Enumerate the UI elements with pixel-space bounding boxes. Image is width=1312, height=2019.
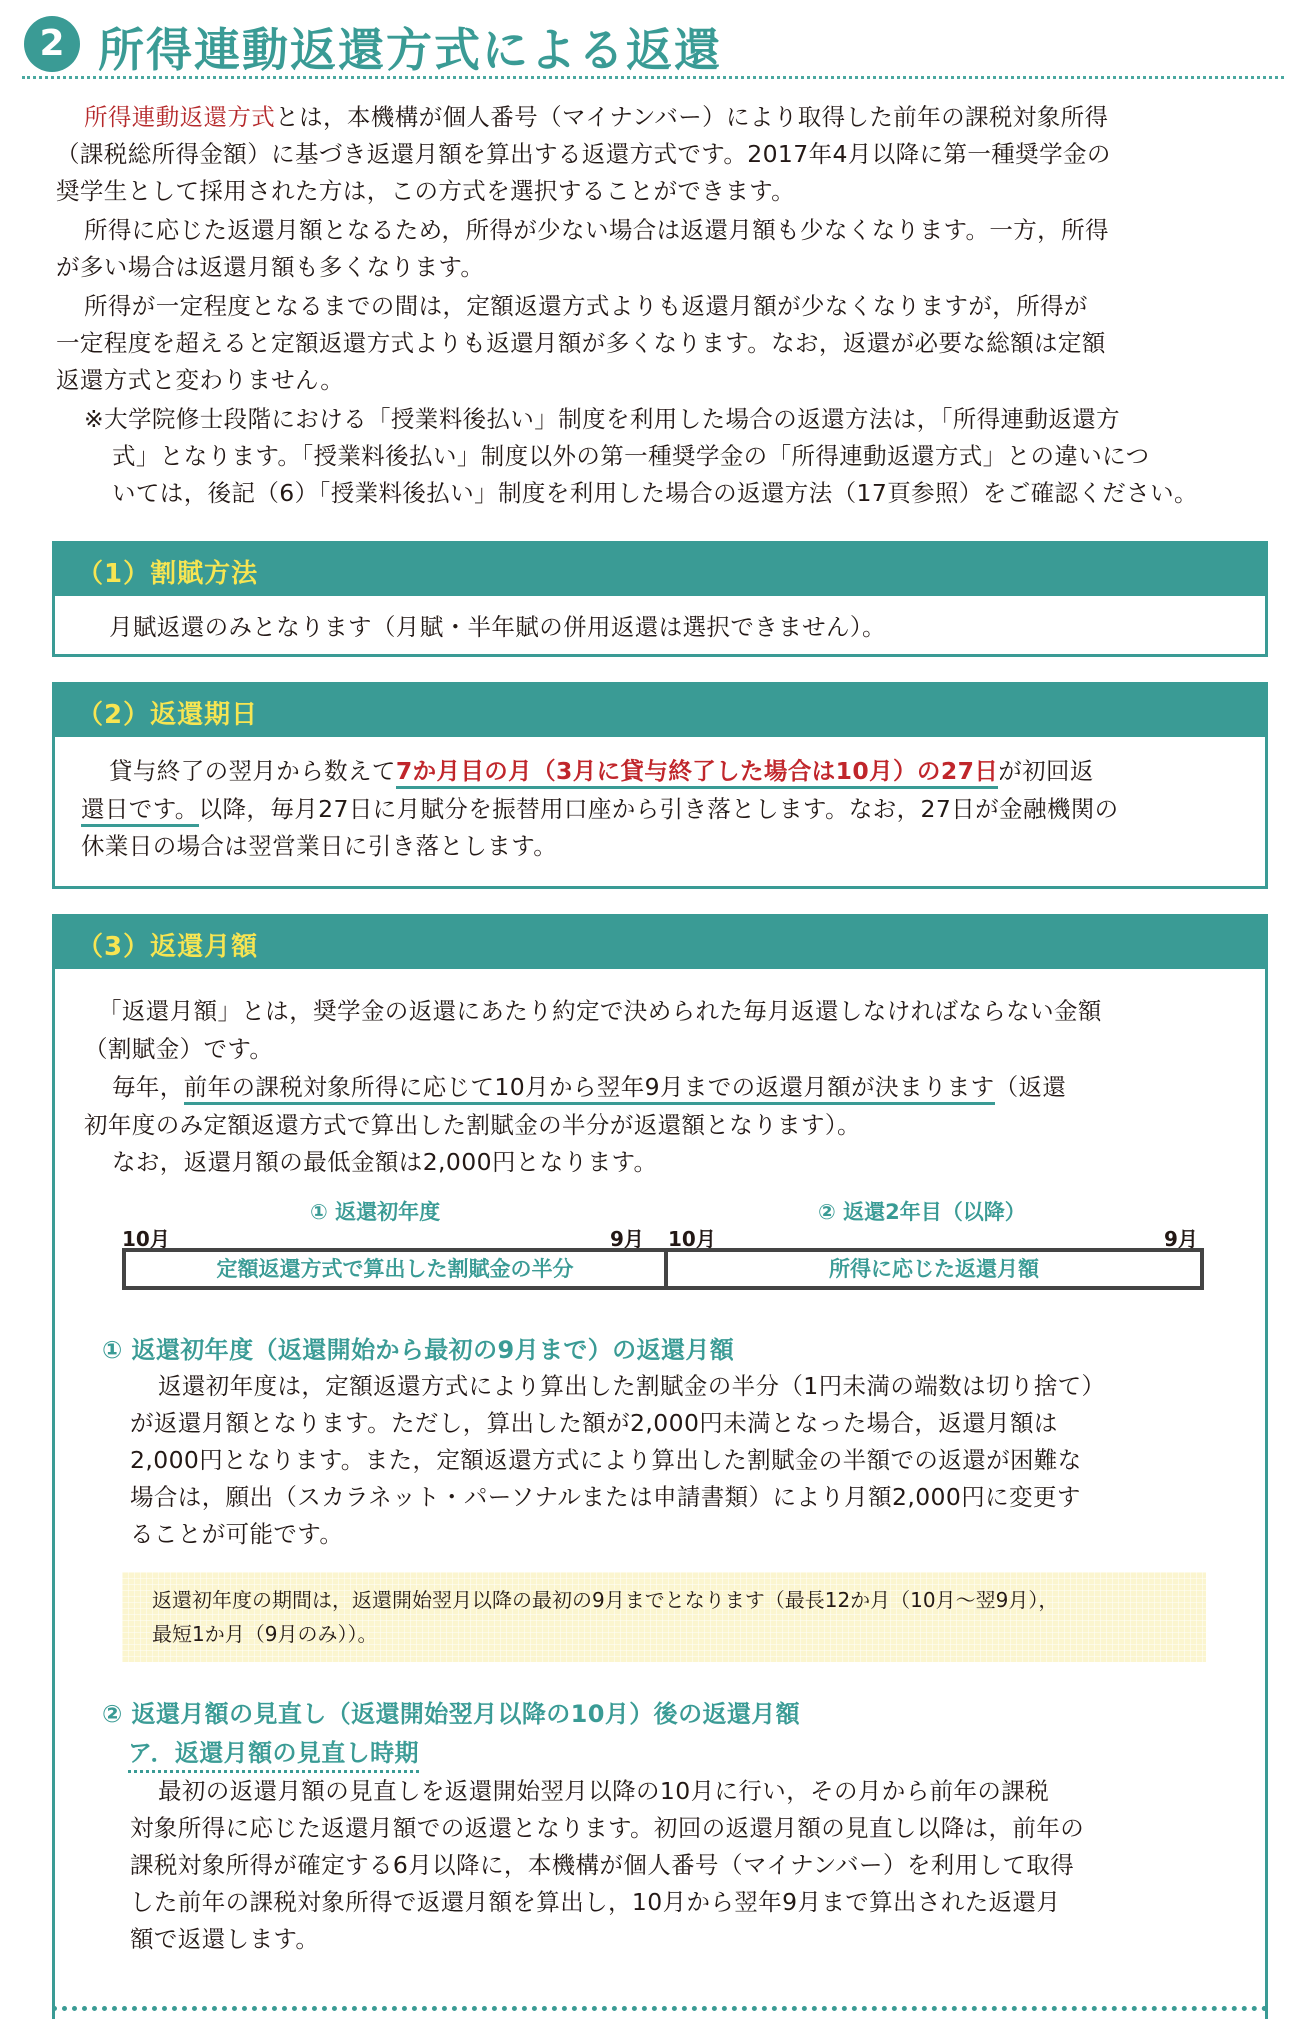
intro-line: 所得連動返還方式とは，本機構が個人番号（マイナンバー）により取得した前年の課税対象所得: [84, 103, 1109, 131]
timeline-label-first-year: ① 返還初年度: [310, 1200, 441, 1224]
box3-text-line: なお，返還月額の最低金額は2,000円となります。: [112, 1148, 658, 1176]
box-title-bar: [55, 917, 1265, 969]
intro-line: （課税総所得金額）に基づき返還月額を算出する返還方式です。2017年4月以降に第一種奨学金の: [56, 140, 1111, 168]
box-text: 月賦返還のみとなります（月賦・半年賦の併用返還は選択できません）。: [109, 613, 886, 641]
sub2-text-line: 課税対象所得が確定する6月以降に，本機構が個人番号（マイナンバー）を利用して取得: [130, 1851, 1075, 1879]
box-title: （1）割賦方法: [77, 559, 259, 589]
box-title: （3）返還月額: [77, 932, 259, 962]
intro-line: 返還方式と変わりません。: [56, 366, 345, 394]
month-label: 10月: [122, 1227, 170, 1251]
sub1-text-line: 2,000円となります。また，定額返還方式により算出した割賦金の半額での返還が困難な: [130, 1446, 1082, 1474]
box3-text-line: 初年度のみ定額返還方式で算出した割賦金の半分が返還額となります）。: [84, 1111, 861, 1139]
month-label: 10月: [668, 1227, 716, 1251]
sub2-text-line: 額で返還します。: [130, 1925, 320, 1953]
box-text-line: 休業日の場合は翌営業日に引き落とします。: [81, 832, 558, 860]
term-highlight: 所得連動返還方式: [84, 103, 276, 131]
box-title: （2）返還期日: [77, 700, 259, 730]
note-line: いては，後記（6）「授業料後払い」制度を利用した場合の返還方法（17頁参照）をご確認ください。: [112, 479, 1198, 507]
sub2-text-line: した前年の課税対象所得で返還月額を算出し，10月から翌年9月まで算出された返還月: [130, 1888, 1061, 1916]
repayment-date-box: [52, 682, 1268, 889]
timeline-cell-later-years: 所得に応じた返還月額: [829, 1257, 1039, 1281]
timeline-cell-first-year: 定額返還方式で算出した割賦金の半分: [216, 1257, 574, 1281]
sub1-text-line: 場合は，願出（スカラネット・パーソナルまたは申請書類）により月額2,000円に変更す: [130, 1483, 1081, 1511]
box-text-line: 還日です。以降，毎月27日に月賦分を振替用口座から引き落とします。なお，27日が金融機関の: [81, 794, 1119, 824]
timeline-bar: [122, 1248, 1204, 1290]
intro-line: が多い場合は返還月額も多くなります。: [56, 253, 485, 281]
section-number-badge: 2: [24, 16, 80, 72]
intro-line: 所得に応じた返還月額となるため，所得が少ない場合は返還月額も少なくなります。一方，所得: [84, 216, 1109, 244]
intro-line: 所得が一定程度となるまでの間は，定額返還方式よりも返還月額が少なくなりますが，所得が: [84, 292, 1088, 320]
note-line: 最短1か月（9月のみ））。: [152, 1622, 378, 1646]
sub1-text-line: が返還月額となります。ただし，算出した額が2,000円未満となった場合，返還月額は: [130, 1409, 1058, 1437]
box-text-line: 貸与終了の翌月から数えて7か月目の月（3月に貸与終了した場合は10月）の27日が初回返: [109, 756, 1094, 786]
box-title-bar: [55, 544, 1265, 596]
intro-line: 奨学生として採用された方は，この方式を選択することができます。: [56, 177, 796, 205]
sub2-text-line: 対象所得に応じた返還月額での返還となります。初回の返還月額の見直し以降は，前年の: [130, 1814, 1085, 1842]
note-line: 式」となります。「授業料後払い」制度以外の第一種奨学金の「所得連動返還方式」との違いにつ: [112, 442, 1150, 470]
month-label: 9月: [610, 1227, 644, 1251]
info-note: [122, 1572, 1206, 1662]
subheading-review-timing: ア．返還月額の見直し時期: [128, 1733, 419, 1773]
box-title-bar: [55, 685, 1265, 737]
intro-line: 一定程度を超えると定額返還方式よりも返還月額が多くなります。なお，返還が必要な総額は定額: [56, 329, 1106, 357]
box3-text-line: 「返還月額」とは，奨学金の返還にあたり約定で決められた毎月返還しなければならない金額: [98, 997, 1102, 1025]
box3-text-line: 毎年，前年の課税対象所得に応じて10月から翌年9月までの返還月額が決まります（返還: [112, 1072, 1066, 1102]
section-bottom-border: [52, 2006, 1268, 2011]
box3-text-line: （割賦金）です。: [84, 1035, 274, 1063]
emphasis-text: 7か月目の月（3月に貸与終了した場合は10月）の27日: [396, 757, 998, 789]
subheading-first-year: ① 返還初年度（返還開始から最初の9月まで）の返還月額: [102, 1336, 735, 1364]
emphasis-text: 前年の課税対象所得に応じて10月から翌年9月までの返還月額が決まります: [184, 1073, 995, 1105]
installment-method-box: [52, 541, 1268, 657]
section-title: 所得連動返還方式による返還: [98, 23, 722, 77]
month-label: 9月: [1164, 1227, 1198, 1251]
note-line: 返還初年度の期間は，返還開始翌月以降の最初の9月までとなります（最長12か月（10月～翌9月），: [152, 1588, 1059, 1612]
subheading-review: ② 返還月額の見直し（返還開始翌月以降の10月）後の返還月額: [102, 1700, 801, 1728]
sub2-text-line: 最初の返還月額の見直しを返還開始翌月以降の10月に行い，その月から前年の課税: [158, 1777, 1050, 1805]
sub1-text-line: 返還初年度は，定額返還方式により算出した割賦金の半分（1円未満の端数は切り捨て）: [158, 1372, 1106, 1400]
sub1-text-line: ることが可能です。: [130, 1520, 344, 1548]
section-header: [22, 10, 1284, 79]
note-line: ※大学院修士段階における「授業料後払い」制度を利用した場合の返還方法は，「所得連動返還方: [84, 405, 1121, 433]
timeline-label-second-year: ② 返還2年目（以降）: [818, 1200, 1026, 1224]
